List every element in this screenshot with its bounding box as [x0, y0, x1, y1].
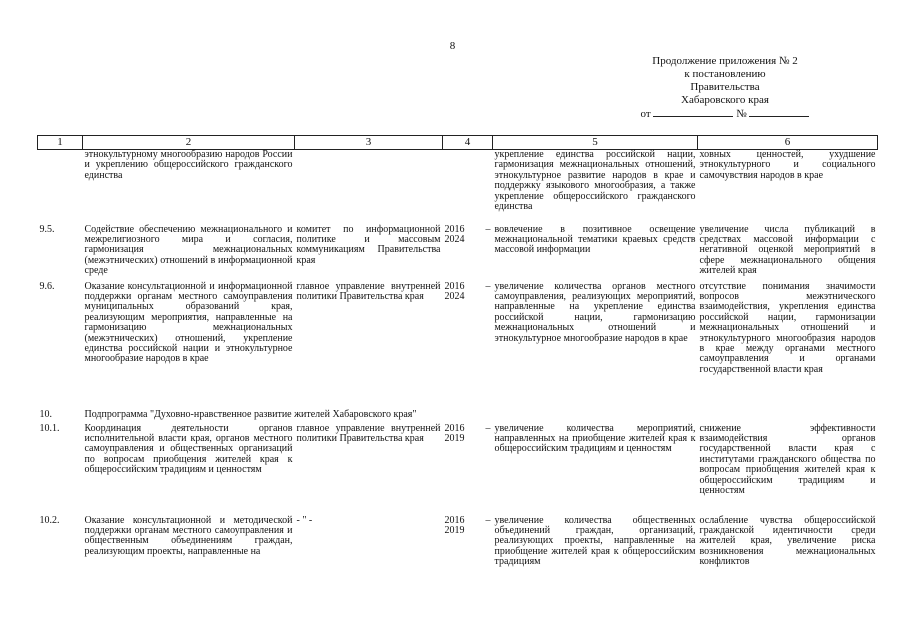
- row-years: 2016 – 2019: [444, 514, 491, 536]
- table-row-continued: [38, 150, 878, 225]
- row-executor: главное управление внутренней политики Правительства края: [296, 280, 441, 302]
- row-years: 2016 – 2024: [444, 280, 491, 302]
- subprogram-row: [38, 407, 878, 424]
- row-number: 10.2.: [39, 514, 60, 526]
- appendix-title: Продолжение приложения № 2: [652, 55, 798, 67]
- row-activity: Оказание консультационной и информационной поддержки органам местного самоуправления муниципальных образований края, реализующим мероприятия, направленные на гармонизацию межнациональных (межэтнических) отношений, укрепление единства российской нации и этнокультурное многообразие народов в крае: [84, 280, 293, 365]
- row-executor: комитет по информационной политике и массовым коммуникациям Правительства края: [296, 223, 441, 266]
- number-blank: [749, 107, 809, 117]
- row-number: 9.5.: [39, 223, 55, 235]
- row-consequence: снижение эффективности взаимодействия органов государственной власти края с институтами гражданского общества по вопросам приобщения жителей края к общероссийским традициям и ценностям: [699, 422, 876, 496]
- header-col-3: 3: [295, 136, 443, 150]
- table-row: [38, 282, 878, 407]
- row-result: вовлечение в позитивное освещение межнациональной тематики краевых средств массовой информации: [494, 223, 696, 256]
- row-result: увеличение количества мероприятий, направленных на приобщение жителей края к общероссийским традициям и ценностям: [494, 422, 696, 455]
- number-label: №: [736, 108, 747, 120]
- row-consequence: увеличение числа публикаций в средствах массовой информации с негативной оценкой мероприятий в сфере межнационального общения жителей края: [699, 223, 876, 277]
- row-activity: Координация деятельности органов исполнительной власти края, органов местного самоуправления и общественных организаций по вопросам приобщения жителей края к общероссийским традициям и ценностям: [84, 422, 293, 476]
- row-executor: главное управление внутренней политики Правительства края: [296, 422, 441, 444]
- header-col-5: 5: [493, 136, 698, 150]
- row-years: 2016 – 2019: [444, 422, 491, 444]
- continued-result: укрепление единства российской нации, гармонизация межнациональных отношений, этнокультурное развитие народов в крае и поддержку языкового многообразия, а также укрепление общероссийского гражданского единства: [494, 149, 696, 213]
- row-consequence: отсутствие понимания значимости вопросов межэтнического взаимодействия, укрепления единства российской нации, гармонизации межнациональных отношений и этнокультурного многообразия народов в крае между органами местного самоуправления и органами государственной власти края: [699, 280, 876, 375]
- table-row: [38, 424, 878, 516]
- row-result: увеличение количества органов местного самоуправления, реализующих мероприятий, направленные на укрепление единства российской нации, гармонизацию межнациональных отношений и этнокультурное многообразие народов в крае: [494, 280, 696, 344]
- row-executor: - " -: [296, 514, 313, 526]
- appendix-government: Правительства: [690, 81, 760, 93]
- appendix-header: [600, 55, 850, 121]
- continued-activity: этнокультурному многообразию народов России и укреплению общероссийского гражданского единства: [84, 149, 293, 181]
- appendix-date-number: [600, 107, 850, 121]
- continued-consequence: ховных ценностей, ухудшение этнокультурного и социального самочувствия народов в крае: [699, 149, 876, 181]
- subprogram-title: Подпрограмма "Духовно-нравственное развитие жителей Хабаровского края": [84, 408, 417, 420]
- row-number: 9.6.: [39, 280, 55, 292]
- header-col-4: 4: [443, 136, 493, 150]
- from-label: от: [640, 108, 651, 120]
- table-row: [38, 225, 878, 282]
- header-col-6: 6: [698, 136, 878, 150]
- date-blank: [653, 107, 733, 117]
- row-result: увеличение количества общественных объединений граждан, организаций, реализующих проекты, направленные на приобщение жителей края к общероссийским традициям: [494, 514, 696, 568]
- row-years: 2016 – 2024: [444, 223, 491, 245]
- header-col-2: 2: [83, 136, 295, 150]
- row-activity: Оказание консультационной и методической поддержки органам местного самоуправления и общественным объединениям граждан, реализующим проекты, направленные на: [84, 514, 293, 557]
- subprogram-number: 10.: [39, 408, 52, 420]
- row-consequence: ослабление чувства общероссийской гражданской идентичности среди жителей края, увеличение риска возникновения межнациональных конфликтов: [699, 514, 876, 568]
- appendix-region: Хабаровского края: [681, 94, 769, 106]
- header-col-1: 1: [38, 136, 83, 150]
- appendix-resolution: к постановлению: [684, 68, 766, 80]
- row-activity: Содействие обеспечению межнационального и межрелигиозного мира и согласия, гармонизация межнациональных (межэтнических) отношений в информационной среде: [84, 223, 293, 277]
- page-number: 8: [449, 40, 456, 52]
- table-header-row: [38, 136, 878, 150]
- measures-table: [37, 135, 878, 576]
- row-number: 10.1.: [39, 422, 60, 434]
- table-row: [38, 516, 878, 576]
